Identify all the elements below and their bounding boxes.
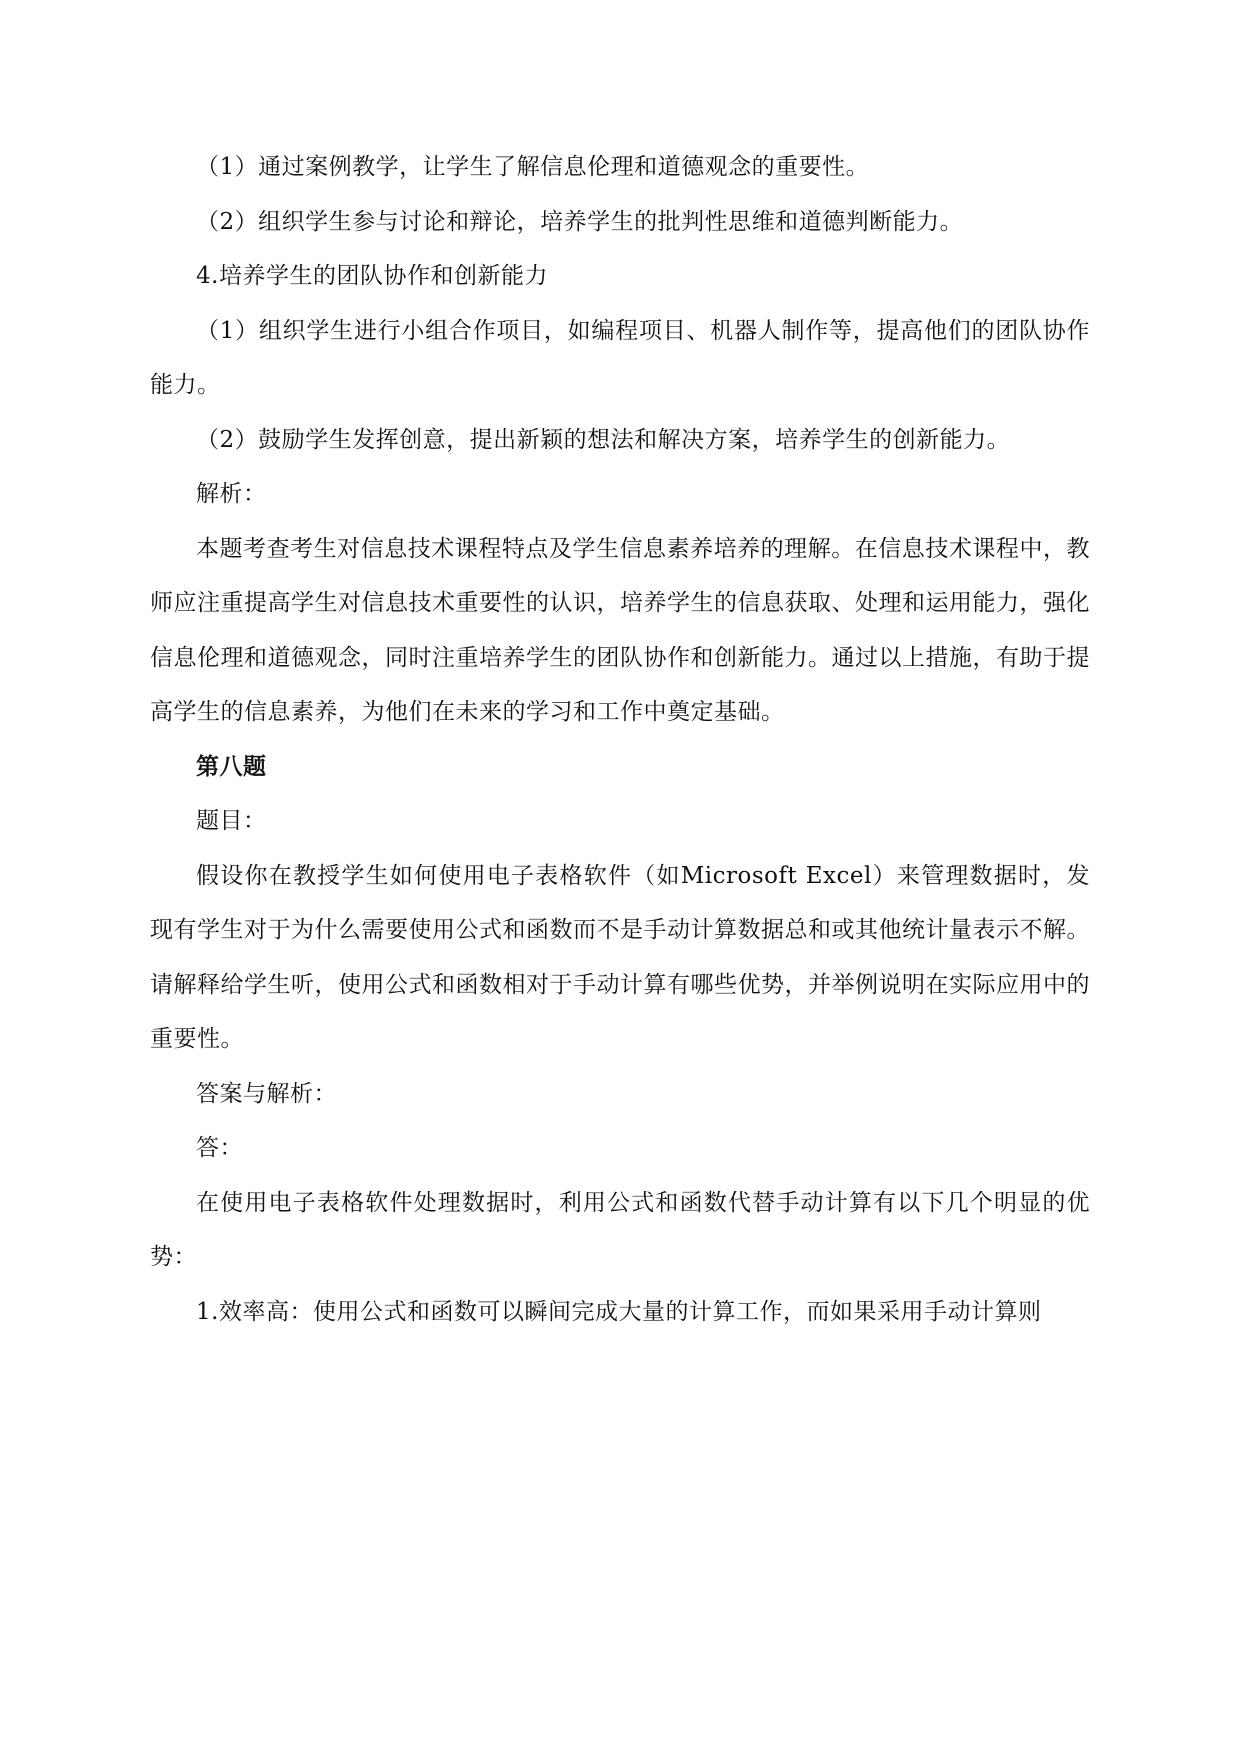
question-eight-heading: 第八题	[196, 752, 267, 780]
paragraph-creativity: （2）鼓励学生发挥创意，提出新颖的想法和解决方案，培养学生的创新能力。	[196, 426, 1011, 453]
paragraph-question-text: 假设你在教授学生如何使用电子表格软件（如Microsoft Excel）来管理数据时，发现有学生对于为什么需要使用公式和函数而不是手动计算数据总和或其他统计量表示不解。请解释给学生听，使用公式和函数相对于手动计算有哪些优势，并举例说明在实际应用中的重要性。	[150, 862, 1090, 1052]
section-heading-teamwork-innovation: 4.培养学生的团队协作和创新能力	[196, 263, 548, 289]
paragraph-case-teaching: （1）通过案例教学，让学生了解信息伦理和道德观念的重要性。	[196, 154, 870, 180]
analysis-label: 解析：	[196, 481, 267, 507]
paragraph-group-project: （1）组织学生进行小组合作项目，如编程项目、机器人制作等，提高他们的团队协作能力。	[150, 317, 1090, 398]
question-label: 题目：	[196, 808, 267, 834]
document-body	[150, 140, 1090, 1339]
answer-and-analysis-label: 答案与解析：	[196, 1080, 337, 1107]
paragraph-efficiency: 1.效率高：使用公式和函数可以瞬间完成大量的计算工作，而如果采用手动计算则	[196, 1298, 1042, 1325]
paragraph-advantages-intro: 在使用电子表格软件处理数据时，利用公式和函数代替手动计算有以下几个明显的优势：	[150, 1189, 1090, 1270]
answer-label: 答：	[196, 1135, 243, 1161]
paragraph-discussion-debate: （2）组织学生参与讨论和辩论，培养学生的批判性思维和道德判断能力。	[196, 208, 964, 235]
paragraph-analysis: 本题考查考生对信息技术课程特点及学生信息素养培养的理解。在信息技术课程中，教师应注重提高学生对信息技术重要性的认识，培养学生的信息获取、处理和运用能力，强化信息伦理和道德观念，同时注重培养学生的团队协作和创新能力。通过以上措施，有助于提高学生的信息素养，为他们在未来的学习和工作中奠定基础。	[150, 535, 1090, 725]
